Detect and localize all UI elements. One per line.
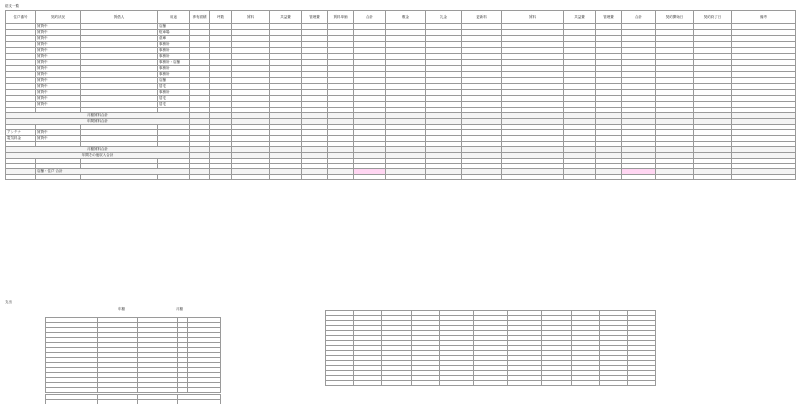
column-header: 合計 <box>622 11 656 24</box>
column-header: 合計 <box>354 11 386 24</box>
depreciation-cell <box>600 381 628 386</box>
cell-status: 賃貸中 <box>36 90 81 96</box>
other-status: 賃貸中 <box>36 136 81 142</box>
depreciation-cell <box>382 381 412 386</box>
total-label: 年間賃料合計 <box>6 119 190 125</box>
depreciation-cell <box>628 381 656 386</box>
expense-footer-value-1 <box>46 400 98 404</box>
expense-note <box>188 388 221 393</box>
column-header: 用途 <box>158 11 190 24</box>
cell-status: 賃貸中 <box>36 36 81 42</box>
cell-status: 賃貸中 <box>36 66 81 72</box>
expense-title: 支出 <box>5 300 12 304</box>
column-header: 契約開始日 <box>656 11 694 24</box>
cell-status: 賃貸中 <box>36 42 81 48</box>
cell-status: 賃貸中 <box>36 54 81 60</box>
other-label: アンテナ <box>6 130 36 136</box>
cell-status: 賃貸中 <box>36 102 81 108</box>
cell-status: 賃貸中 <box>36 48 81 54</box>
cell-use: 店舗 <box>158 24 190 30</box>
other-label: 電気料金 <box>6 136 36 142</box>
depreciation-cell <box>508 381 542 386</box>
expense-annual-header: 年額 <box>118 307 125 311</box>
cell-use: 倉庫 <box>158 36 190 42</box>
total-label: 年間その他収入合計 <box>6 153 190 159</box>
depreciation-cell <box>326 381 354 386</box>
column-header: 備考 <box>732 11 796 24</box>
column-header: 共益費 <box>564 11 596 24</box>
cell-use: 居宅 <box>158 96 190 102</box>
cell-status: 賃貸中 <box>36 72 81 78</box>
expense-label <box>46 388 98 393</box>
column-header: 管理費 <box>596 11 622 24</box>
total-label: 月額賃料合計 <box>6 147 190 153</box>
column-header: 契約状況 <box>36 11 81 24</box>
depreciation-cell <box>542 381 572 386</box>
column-header: 更新料 <box>462 11 502 24</box>
cell-use: 事務所・店舗 <box>158 60 190 66</box>
table-header-row <box>6 11 796 24</box>
column-header: 住戸番号 <box>6 11 36 24</box>
column-header: 賃料単価 <box>328 11 354 24</box>
cell-use: 居宅 <box>158 84 190 90</box>
column-header: 専有面積 <box>190 11 210 24</box>
cell-status: 賃貸中 <box>36 60 81 66</box>
cell-status: 賃貸中 <box>36 96 81 102</box>
depreciation-cell <box>474 381 508 386</box>
expense-footer-value-2 <box>98 400 138 404</box>
expense-footer-value-4 <box>178 400 221 404</box>
column-header: 賃料 <box>502 11 564 24</box>
expense-row <box>46 388 221 393</box>
cell-status: 賃貸中 <box>36 78 81 84</box>
depreciation-cell <box>440 381 474 386</box>
cell-use: 店舗 <box>158 78 190 84</box>
sheet-title: 総支一覧 <box>5 4 19 8</box>
spacer-row <box>6 175 796 180</box>
column-header: 坪数 <box>210 11 232 24</box>
total-label: 月額賃料合計 <box>6 113 190 119</box>
rent-roll-table <box>5 10 796 180</box>
cell-use: 駐車場 <box>158 30 190 36</box>
cell-use: 事務所 <box>158 54 190 60</box>
depreciation-row <box>326 381 656 386</box>
column-header: 賃借人 <box>81 11 158 24</box>
column-header: 礼金 <box>426 11 462 24</box>
cell-use: 居宅 <box>158 102 190 108</box>
depreciation-cell <box>354 381 382 386</box>
column-header: 契約終了日 <box>694 11 732 24</box>
column-header: 管理費 <box>302 11 328 24</box>
expense-table <box>45 317 221 393</box>
cell-use: 事務所 <box>158 48 190 54</box>
cell-use: 事務所 <box>158 66 190 72</box>
column-header: 共益費 <box>270 11 302 24</box>
depreciation-cell <box>412 381 440 386</box>
depreciation-cell <box>572 381 600 386</box>
other-status: 賃貸中 <box>36 130 81 136</box>
expense-footer-value-3 <box>138 400 178 404</box>
expense-annual <box>98 388 138 393</box>
expense-unit <box>178 388 188 393</box>
cell-status: 賃貸中 <box>36 30 81 36</box>
expense-monthly-header: 月額 <box>176 307 183 311</box>
column-header: 敷金 <box>386 11 426 24</box>
expense-footer-table <box>45 394 221 404</box>
cell-use: 事務所 <box>158 72 190 78</box>
cell-status: 賃貸中 <box>36 84 81 90</box>
grand-total-label: 店舗・住戸 合計 <box>36 169 190 175</box>
expense-footer-row-2 <box>46 400 221 404</box>
depreciation-table <box>325 310 656 386</box>
cell-status: 賃貸中 <box>36 24 81 30</box>
cell-use: 事務所 <box>158 90 190 96</box>
cell-use: 事務所 <box>158 42 190 48</box>
expense-monthly <box>138 388 178 393</box>
column-header: 賃料 <box>232 11 270 24</box>
